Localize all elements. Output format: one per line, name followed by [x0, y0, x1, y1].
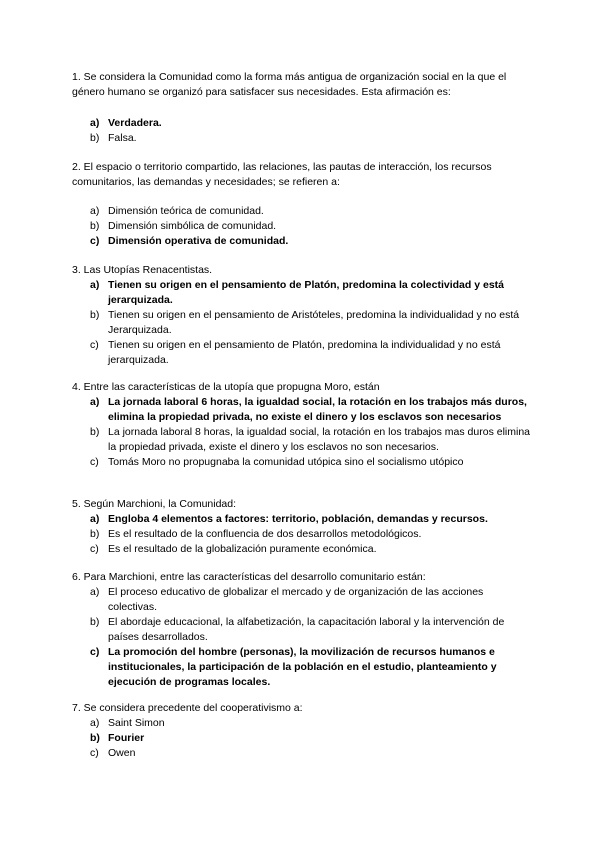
- option-text: El abordaje educacional, la alfabetización, la capacitación laboral y la intervención de países desarrollados.: [108, 616, 505, 643]
- option-letter: c): [90, 543, 99, 555]
- option-letter: a): [90, 279, 100, 291]
- option-letter: b): [90, 309, 100, 321]
- question-7: [72, 701, 532, 761]
- options-list: [72, 116, 532, 146]
- option-text: Falsa.: [108, 132, 137, 144]
- option-text: Engloba 4 elementos a factores: territorio, población, demandas y recursos.: [108, 513, 488, 525]
- options-list: [72, 716, 532, 761]
- option-b: [72, 615, 532, 645]
- option-letter: a): [90, 513, 100, 525]
- option-text: Verdadera.: [108, 117, 162, 129]
- option-text: Saint Simon: [108, 717, 165, 729]
- question-6: [72, 570, 532, 690]
- option-text: Dimensión operativa de comunidad.: [108, 235, 289, 247]
- option-letter: c): [90, 747, 99, 759]
- option-text: El proceso educativo de globalizar el mercado y de organización de las acciones colectivas.: [108, 586, 484, 613]
- option-b: [72, 308, 532, 338]
- option-text: La jornada laboral 8 horas, la igualdad social, la rotación en los trabajos mas duros elimina la propiedad privada, existe el dinero y los esclavos no son necesarios.: [108, 426, 530, 453]
- question-stem: 3. Las Utopías Renacentistas.: [72, 264, 213, 276]
- option-letter: b): [90, 220, 100, 232]
- option-letter: a): [90, 117, 100, 129]
- question-1: [72, 70, 532, 146]
- option-text: Tienen su origen en el pensamiento de Aristóteles, predomina la individualidad y no está Jerarquizada.: [108, 309, 520, 336]
- option-c: [72, 645, 532, 690]
- option-letter: a): [90, 396, 100, 408]
- question-stem: 4. Entre las características de la utopía que propugna Moro, están: [72, 381, 380, 393]
- options-list: [72, 395, 532, 470]
- option-a: [72, 395, 532, 425]
- option-c: [72, 234, 532, 249]
- option-text: Owen: [108, 747, 136, 759]
- option-b: [72, 131, 532, 146]
- question-2: [72, 160, 532, 249]
- question-stem: 6. Para Marchioni, entre las características del desarrollo comunitario están:: [72, 571, 426, 583]
- option-b: [72, 219, 532, 234]
- question-3: [72, 263, 532, 368]
- question-4: [72, 380, 532, 470]
- options-list: [72, 204, 532, 249]
- option-b: [72, 731, 532, 746]
- option-letter: b): [90, 528, 100, 540]
- option-letter: a): [90, 586, 100, 598]
- option-text: Fourier: [108, 732, 145, 744]
- option-text: La promoción del hombre (personas), la movilización de recursos humanos e institucionales, la participación de la población en el estudio, planteamiento y ejecución de programas locales.: [108, 646, 497, 688]
- question-stem: 2. El espacio o territorio compartido, las relaciones, las pautas de interacción, los recursos comunitarios, las demandas y necesidades; se refieren a:: [72, 161, 492, 188]
- option-letter: b): [90, 616, 100, 628]
- option-text: Dimensión simbólica de comunidad.: [108, 220, 277, 232]
- option-letter: c): [90, 646, 100, 658]
- question-5: [72, 497, 532, 557]
- option-letter: a): [90, 205, 100, 217]
- option-b: [72, 425, 532, 455]
- option-letter: b): [90, 732, 100, 744]
- option-text: Tienen su origen en el pensamiento de Platón, predomina la colectividad y está jerarquizada.: [108, 279, 504, 306]
- option-a: [72, 716, 532, 731]
- option-c: [72, 542, 532, 557]
- option-a: [72, 204, 532, 219]
- option-letter: b): [90, 426, 100, 438]
- option-text: Es el resultado de la confluencia de dos desarrollos metodológicos.: [108, 528, 422, 540]
- option-letter: a): [90, 717, 100, 729]
- option-a: [72, 512, 532, 527]
- option-b: [72, 527, 532, 542]
- question-stem: 1. Se considera la Comunidad como la forma más antigua de organización social en la que el género humano se organizó para satisfacer sus necesidades. Esta afirmación es:: [72, 71, 507, 98]
- option-a: [72, 585, 532, 615]
- options-list: [72, 512, 532, 557]
- option-a: [72, 116, 532, 131]
- option-letter: c): [90, 456, 99, 468]
- option-c: [72, 455, 532, 470]
- option-a: [72, 278, 532, 308]
- option-text: La jornada laboral 6 horas, la igualdad social, la rotación en los trabajos más duros, elimina la propiedad privada, no existe el dinero y los esclavos son necesarios: [108, 396, 527, 423]
- options-list: [72, 278, 532, 368]
- option-text: Tomás Moro no propugnaba la comunidad utópica sino el socialismo utópico: [108, 456, 464, 468]
- option-text: Es el resultado de la globalización puramente económica.: [108, 543, 377, 555]
- option-letter: b): [90, 132, 100, 144]
- options-list: [72, 585, 532, 690]
- question-stem: 7. Se considera precedente del cooperativismo a:: [72, 702, 303, 714]
- option-text: Tienen su origen en el pensamiento de Platón, predomina la individualidad y no está jerarquizada.: [108, 339, 501, 366]
- question-stem: 5. Según Marchioni, la Comunidad:: [72, 498, 237, 510]
- option-letter: c): [90, 339, 99, 351]
- option-c: [72, 746, 532, 761]
- option-letter: c): [90, 235, 100, 247]
- option-text: Dimensión teórica de comunidad.: [108, 205, 264, 217]
- option-c: [72, 338, 532, 368]
